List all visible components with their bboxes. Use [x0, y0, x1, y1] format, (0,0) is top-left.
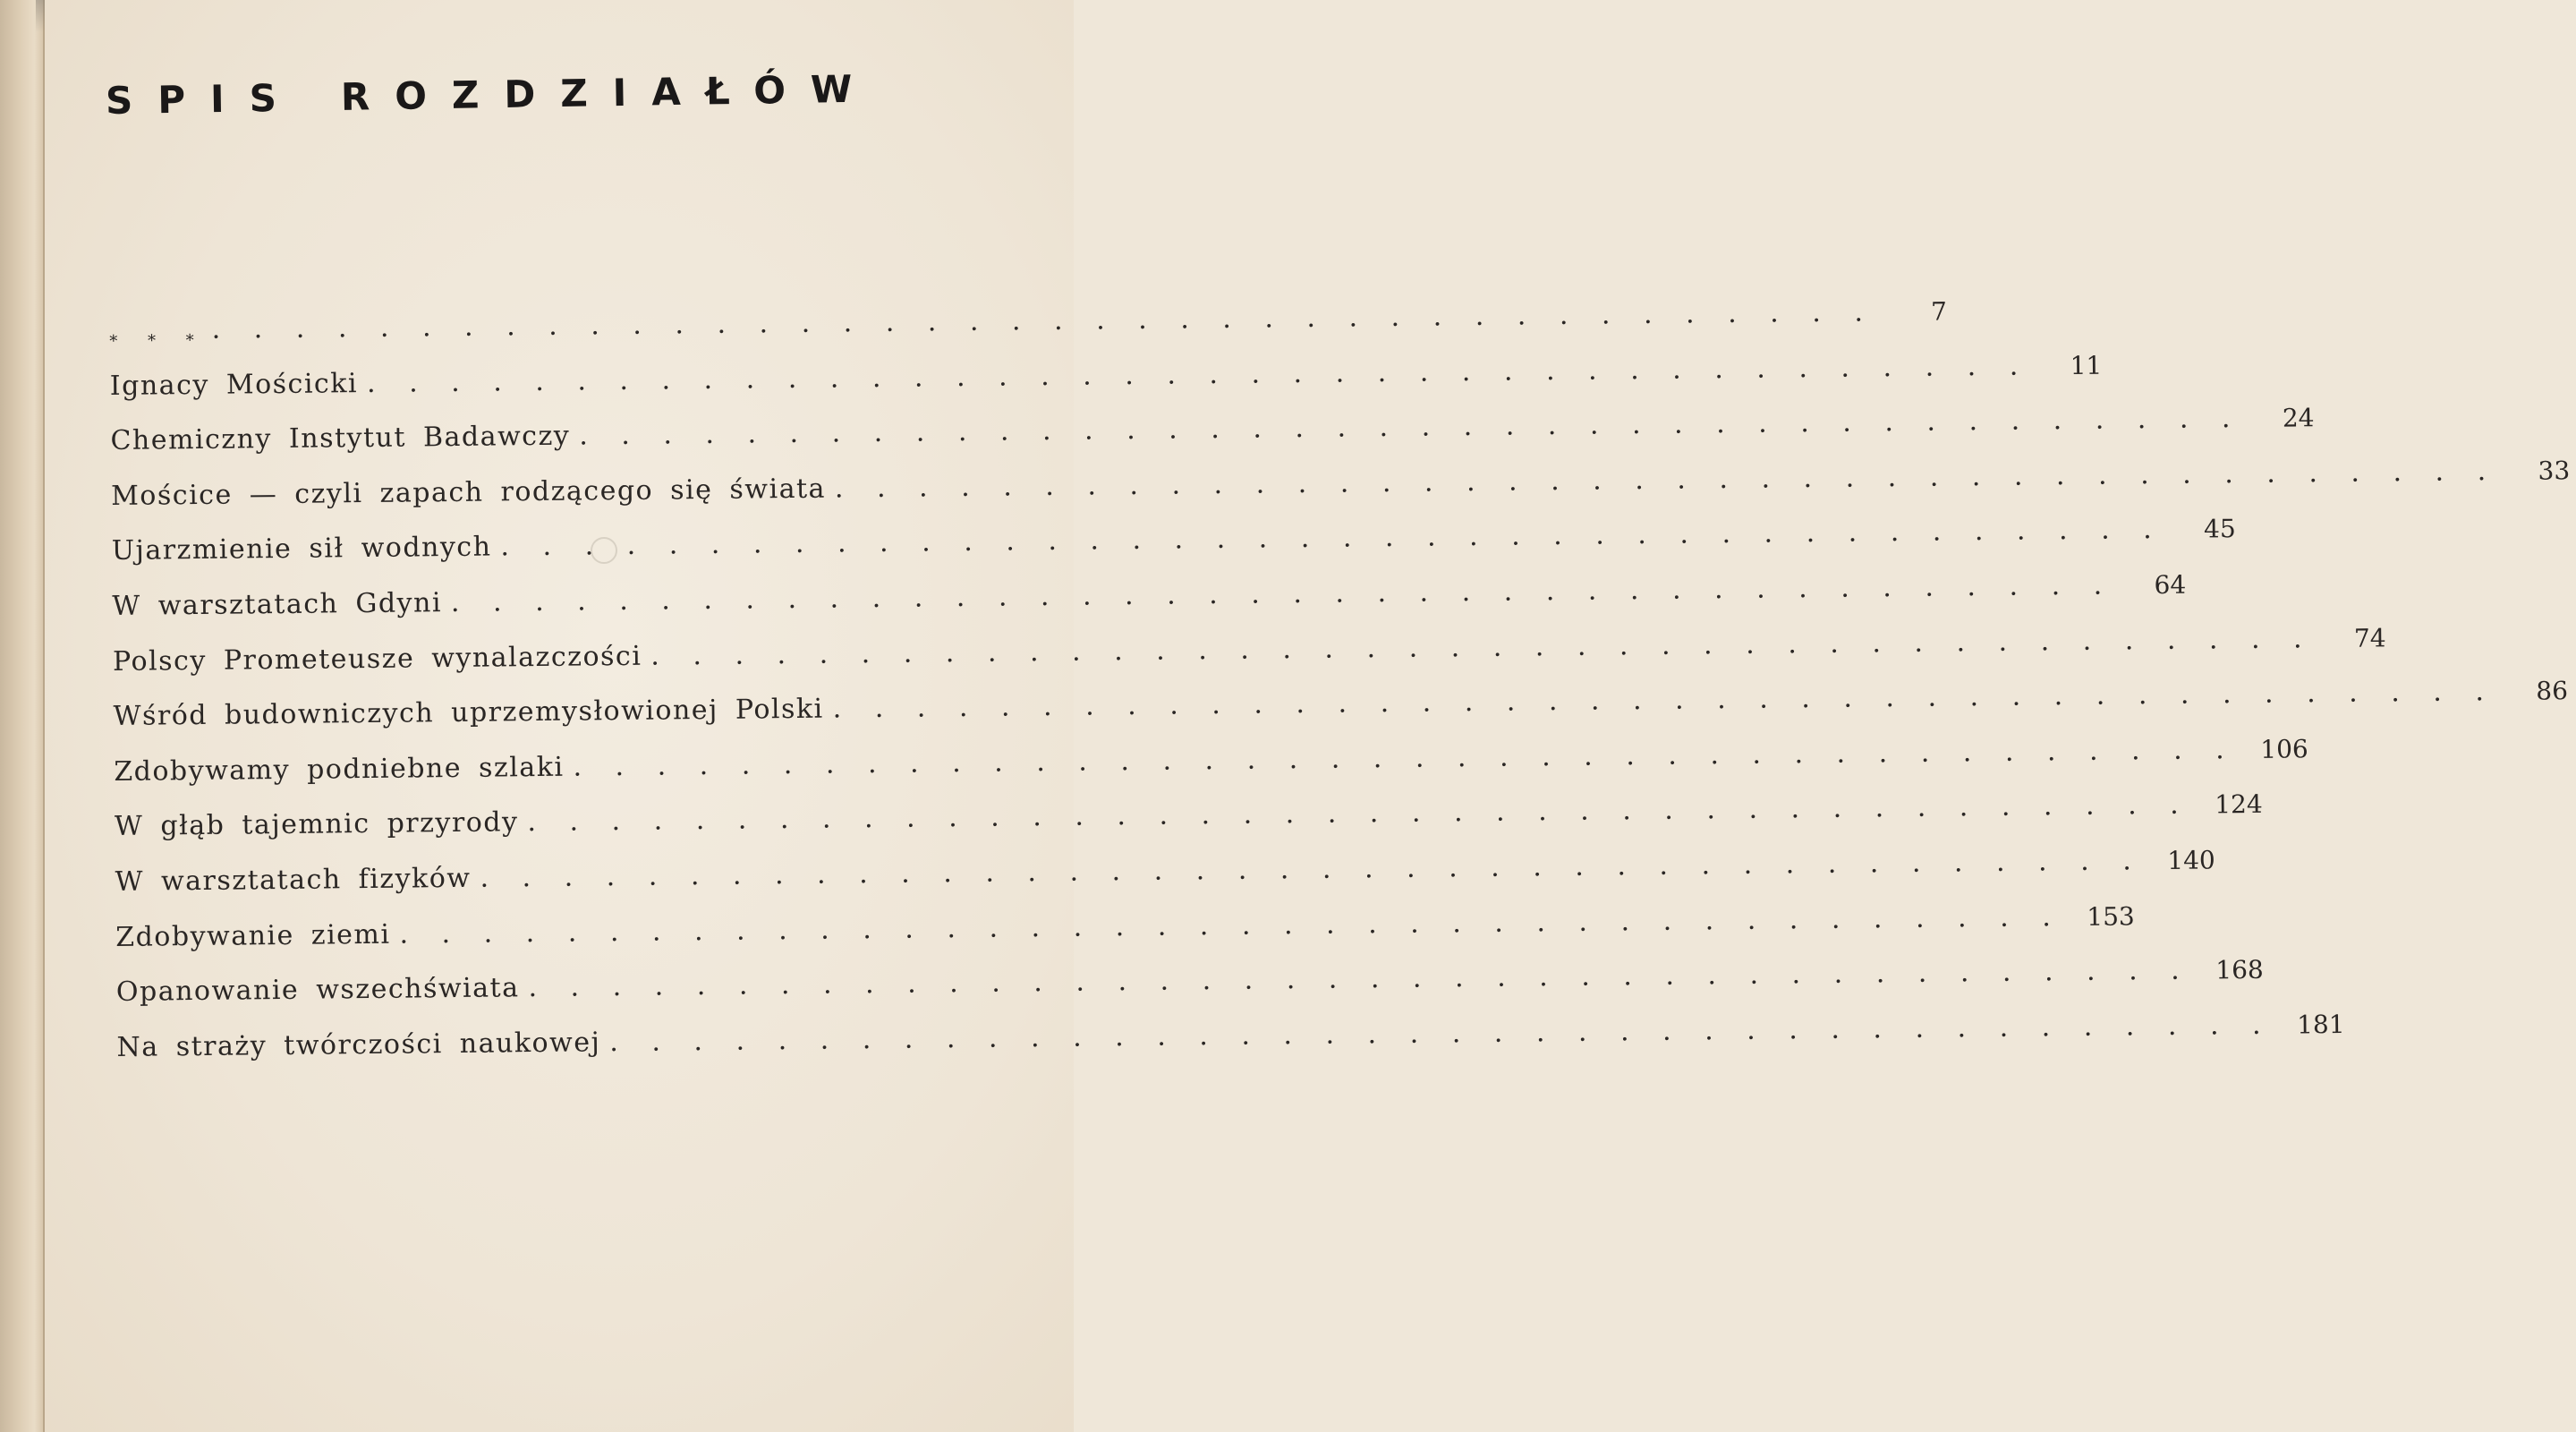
- toc-leader: . . . . . . . . . . . . . . . . . . . . . . . . . . . . . . . . . . . . . . . .: [579, 403, 2243, 452]
- toc-page-number: 86: [2536, 676, 2569, 706]
- book-spine: [0, 0, 45, 1432]
- toc-row: [109, 350, 2103, 426]
- toc-leader: . . . . . . . . . . . . . . . . . . . . . . . . . . . . . . . . . . . . . . . .: [650, 622, 2315, 672]
- toc-row: [110, 403, 2315, 481]
- toc-leader: . . . . . . . . . . . . . . . . . . . . . . . . . . . . . . . . . . . . . . . .: [528, 954, 2192, 1004]
- toc-page-number: 64: [2154, 569, 2187, 601]
- toc-row: [109, 296, 1948, 371]
- toc-row: [116, 1009, 2345, 1087]
- toc-title: W warsztatach Gdyni: [112, 587, 443, 622]
- toc-page-number: 106: [2260, 734, 2308, 764]
- toc-row: [112, 622, 2386, 701]
- toc-title: W głąb tajemnic przyrody: [114, 806, 519, 843]
- toc-leader: . . . . . . . . . . . . . . . . . . . . . . . . . . . . . . . . . . . . . . . .: [834, 455, 2499, 505]
- toc-page-number: 74: [2353, 622, 2386, 653]
- toc-page-number: 168: [2215, 954, 2264, 985]
- toc-page-number: 45: [2203, 514, 2236, 544]
- toc-title: Wśród budowniczych uprzemysłowionej Polski: [113, 693, 824, 733]
- toc-leader: . . . . . . . . . . . . . . . . . . . . . . . . . . . . . . . . . . . . . . . .: [450, 569, 2115, 618]
- toc-page-number: 24: [2282, 403, 2315, 433]
- toc-leader: . . . . . . . . . . . . . . . . . . . . . . . . . . . . . . . . . . . . . . . .: [211, 296, 1876, 345]
- toc-leader: . . . . . . . . . . . . . . . . . . . . . . . . . . . . . . . . . . . . . . . .: [573, 733, 2237, 783]
- toc-leader: . . . . . . . . . . . . . . . . . . . . . . . . . . . . . . . . . . . . . . . .: [399, 900, 2063, 950]
- toc-page-number: 33: [2538, 455, 2571, 486]
- toc-leader: . . . . . . . . . . . . . . . . . . . . . . . . . . . . . . . . . . . . . . . .: [527, 789, 2191, 839]
- table-of-contents: [109, 296, 2571, 1087]
- toc-title: Zdobywamy podniebne szlaki: [114, 751, 565, 788]
- toc-page-number: 153: [2087, 900, 2135, 932]
- toc-title: * * *: [109, 330, 203, 351]
- toc-title: Ignacy Mościcki: [109, 367, 359, 402]
- toc-row: [115, 954, 2264, 1032]
- toc-page-number: 140: [2167, 845, 2215, 875]
- heading-word-spis: SPIS: [105, 75, 302, 123]
- toc-page-number: 124: [2215, 789, 2263, 820]
- toc-title: W warsztatach fizyków: [115, 862, 472, 898]
- toc-leader: . . . . . . . . . . . . . . . . . . . . . . . . . . . . . . . . . . . . . . . .: [366, 350, 2031, 399]
- toc-leader: . . . . . . . . . . . . . . . . . . . . . . . . . . . . . . . . . . . . . . . .: [500, 514, 2164, 563]
- toc-page-number: 11: [2070, 350, 2103, 380]
- toc-title: Chemiczny Instytut Badawczy: [110, 420, 571, 457]
- toc-title: Mościce — czyli zapach rodzącego się świata: [110, 473, 827, 512]
- toc-title: Opanowanie wszechświata: [115, 972, 520, 1009]
- toc-row: [115, 900, 2135, 976]
- toc-leader: . . . . . . . . . . . . . . . . . . . . . . . . . . . . . . . . . . . . . . . .: [609, 1009, 2274, 1058]
- toc-title: Polscy Prometeusze wynalazczości: [112, 640, 642, 678]
- toc-title: Ujarzmienie sił wodnych: [111, 531, 492, 567]
- heading-word-rozdzialow: ROZDZIAŁÓW: [340, 66, 878, 119]
- toc-page-number: 181: [2296, 1009, 2345, 1040]
- toc-row: [112, 569, 2187, 646]
- toc-page-number: 7: [1930, 296, 1948, 327]
- toc-leader: . . . . . . . . . . . . . . . . . . . . . . . . . . . . . . . . . . . . . . . .: [832, 676, 2497, 725]
- toc-leader: . . . . . . . . . . . . . . . . . . . . . . . . . . . . . . . . . . . . . . . .: [480, 845, 2144, 894]
- toc-title: Na straży twórczości naukowej: [116, 1027, 601, 1063]
- toc-title: Zdobywanie ziemi: [115, 918, 391, 953]
